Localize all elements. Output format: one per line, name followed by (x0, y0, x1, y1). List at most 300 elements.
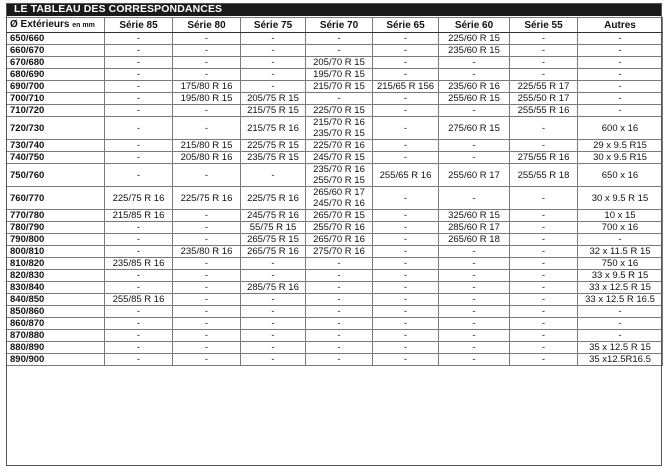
row-diameter-label: 670/680 (7, 57, 105, 69)
table-row (7, 164, 663, 187)
cell-value: - (136, 45, 141, 56)
table-cell (173, 330, 241, 342)
table-cell (173, 164, 241, 187)
cell-value: 265/75 R 15 (247, 234, 299, 245)
table-cell (241, 164, 306, 187)
table-cell (373, 342, 439, 354)
table-cell (373, 81, 439, 93)
table-cell (578, 258, 663, 270)
table-cell (578, 81, 663, 93)
table-row (7, 105, 663, 117)
cell-value: 215/85 R 16 (112, 210, 165, 221)
cell-value: 215/70 R 16 (313, 117, 365, 128)
cell-value: - (136, 33, 141, 44)
cell-value: - (204, 33, 209, 44)
table-row (7, 342, 663, 354)
cell-value: - (337, 354, 341, 365)
table-row (7, 330, 663, 342)
table-cell (510, 330, 578, 342)
cell-value: - (136, 354, 141, 365)
cell-value: - (204, 306, 209, 317)
cell-value: - (541, 342, 546, 353)
table-cell (306, 330, 373, 342)
table-cell (439, 270, 510, 282)
cell-value: - (136, 122, 141, 134)
cell-value: 33 x 12.5 R 16.5 (585, 294, 655, 305)
cell-value: - (541, 57, 546, 68)
table-cell (510, 246, 578, 258)
cell-value: 35 x12.5R16.5 (589, 354, 651, 365)
cell-value: 245/70 R 15 (313, 152, 365, 163)
cell-value: - (136, 152, 141, 163)
cell-value: - (472, 140, 476, 151)
table-cell (578, 140, 663, 152)
table-cell (241, 294, 306, 306)
cell-value: 265/70 R 16 (313, 234, 365, 245)
table-cell (439, 222, 510, 234)
cell-value: - (541, 282, 546, 293)
table-cell (241, 93, 306, 105)
cell-value: 275/60 R 15 (448, 122, 500, 134)
table-cell (510, 354, 578, 366)
cell-value: - (204, 258, 209, 269)
cell-value: - (136, 342, 141, 353)
cell-value: - (541, 234, 546, 245)
cell-value: 255/55 R 18 (517, 169, 570, 181)
cell-value: - (618, 330, 622, 341)
table-cell (578, 210, 663, 222)
table-cell (578, 282, 663, 294)
table-cell (306, 140, 373, 152)
table-cell (173, 33, 241, 45)
cell-value: - (541, 246, 546, 257)
table-cell (439, 140, 510, 152)
cell-value: - (136, 330, 141, 341)
cell-value: - (403, 93, 408, 104)
table-cell (373, 45, 439, 57)
table-cell (439, 33, 510, 45)
table-cell (306, 152, 373, 164)
cell-value: - (136, 306, 141, 317)
table-title: LE TABLEAU DES CORRESPONDANCES (6, 3, 662, 16)
cell-value: 215/75 R 15 (247, 105, 299, 116)
cell-value: - (541, 140, 546, 151)
table-cell (439, 152, 510, 164)
table-row (7, 222, 663, 234)
cell-value: - (271, 318, 275, 329)
cell-value: - (403, 69, 408, 80)
cell-value: 245/75 R 16 (247, 210, 299, 221)
cell-value: - (271, 270, 275, 281)
table-cell (306, 105, 373, 117)
table-cell (105, 33, 173, 45)
table-cell (306, 318, 373, 330)
cell-value: 275/70 R 16 (313, 246, 365, 257)
cell-value: - (136, 140, 141, 151)
table-cell (510, 105, 578, 117)
table-cell (439, 210, 510, 222)
cell-value: 255/65 R 16 (379, 169, 432, 181)
cell-value: 255/50 R 17 (517, 93, 570, 104)
table-cell (439, 258, 510, 270)
cell-value: - (271, 306, 275, 317)
cell-value: 265/70 R 15 (313, 210, 365, 221)
cell-value: - (472, 270, 476, 281)
table-cell (439, 234, 510, 246)
cell-value: 255/60 R 15 (448, 93, 500, 104)
cell-value: 245/70 R 16 (313, 198, 365, 209)
cell-value: - (403, 57, 408, 68)
table-cell (105, 306, 173, 318)
cell-value: 255/55 R 16 (517, 105, 570, 116)
cell-value: 255/60 R 17 (448, 169, 500, 181)
table-cell (510, 318, 578, 330)
table-cell (306, 93, 373, 105)
table-row (7, 81, 663, 93)
table-cell (439, 342, 510, 354)
cell-value: - (204, 318, 209, 329)
cell-value: 215/65 R 156 (376, 81, 435, 92)
table-cell (578, 330, 663, 342)
cell-value: 225/60 R 15 (448, 33, 500, 44)
cell-value: - (472, 69, 476, 80)
table-cell (241, 69, 306, 81)
table-cell (306, 354, 373, 366)
table-cell (241, 330, 306, 342)
table-cell (105, 105, 173, 117)
table-cell (173, 342, 241, 354)
table-cell (439, 45, 510, 57)
table-row (7, 306, 663, 318)
table-cell (439, 294, 510, 306)
row-diameter-label: 790/800 (7, 234, 105, 246)
cell-value: 205/80 R 16 (180, 152, 233, 163)
table-cell (510, 282, 578, 294)
table-cell (306, 258, 373, 270)
table-row (7, 270, 663, 282)
table-cell (241, 57, 306, 69)
table-cell (105, 152, 173, 164)
table-cell (173, 152, 241, 164)
row-diameter-label: 840/850 (7, 294, 105, 306)
cell-value: 235/70 R 16 (313, 164, 365, 175)
table-row (7, 318, 663, 330)
cell-value: - (403, 258, 408, 269)
cell-value: - (472, 330, 476, 341)
cell-value: 33 x 9.5 R 15 (591, 270, 649, 281)
header-autres: Autres (578, 18, 663, 33)
table-row (7, 45, 663, 57)
table-cell (439, 318, 510, 330)
cell-value: 225/70 R 15 (313, 105, 365, 116)
table-cell (510, 81, 578, 93)
table-cell (510, 342, 578, 354)
cell-value: - (403, 192, 408, 204)
table-cell (578, 294, 663, 306)
table-cell (241, 318, 306, 330)
table-cell (241, 45, 306, 57)
table-cell (439, 93, 510, 105)
cell-value: 55/75 R 15 (249, 222, 297, 233)
cell-value: - (541, 318, 546, 329)
table-cell (241, 152, 306, 164)
cell-value: - (472, 192, 476, 204)
table-cell (439, 57, 510, 69)
cell-value: 275/55 R 16 (517, 152, 570, 163)
table-cell (373, 164, 439, 187)
cell-value: - (541, 45, 546, 56)
table-cell (105, 258, 173, 270)
table-cell (510, 270, 578, 282)
table-cell (306, 81, 373, 93)
cell-value: - (541, 270, 546, 281)
table-cell (241, 210, 306, 222)
row-diameter-label: 830/840 (7, 282, 105, 294)
cell-value: 175/80 R 16 (180, 81, 233, 92)
table-cell (306, 45, 373, 57)
cell-value: - (403, 342, 408, 353)
table-cell (373, 152, 439, 164)
cell-value: - (204, 330, 209, 341)
table-cell (439, 354, 510, 366)
row-diameter-label: 760/770 (7, 187, 105, 210)
row-diameter-label: 700/710 (7, 93, 105, 105)
table-cell (105, 93, 173, 105)
cell-value: 285/75 R 16 (247, 282, 299, 293)
table-cell (306, 222, 373, 234)
row-diameter-label: 710/720 (7, 105, 105, 117)
table-cell (306, 306, 373, 318)
header-row (7, 18, 663, 33)
table-cell (578, 222, 663, 234)
table-cell (173, 187, 241, 210)
cell-value: 650 x 16 (601, 169, 639, 181)
table-cell (578, 354, 663, 366)
cell-value: - (337, 306, 341, 317)
cell-value: - (136, 246, 141, 257)
table-cell (306, 33, 373, 45)
table-cell (173, 282, 241, 294)
cell-value: - (541, 294, 546, 305)
cell-value: - (204, 222, 209, 233)
cell-value: 235/85 R 16 (112, 258, 165, 269)
cell-value: 265/75 R 16 (247, 246, 299, 257)
cell-value: - (204, 169, 209, 181)
row-diameter-label: 650/660 (7, 33, 105, 45)
cell-value: - (271, 294, 275, 305)
row-diameter-label: 870/880 (7, 330, 105, 342)
table-cell (105, 354, 173, 366)
cell-value: - (472, 306, 476, 317)
cell-value: - (403, 282, 408, 293)
cell-value: 255/70 R 15 (313, 175, 365, 186)
cell-value: - (403, 234, 408, 245)
cell-value: - (136, 222, 141, 233)
table-cell (306, 187, 373, 210)
cell-value: - (136, 234, 141, 245)
table-cell (510, 294, 578, 306)
cell-value: - (204, 270, 209, 281)
table-cell (510, 152, 578, 164)
cell-value: - (618, 45, 622, 56)
table-cell (373, 57, 439, 69)
header-diameter-label: Ø Extérieurs (10, 19, 70, 30)
cell-value: - (271, 69, 275, 80)
cell-value: - (618, 306, 622, 317)
table-cell (105, 140, 173, 152)
cell-value: - (337, 294, 341, 305)
table-row (7, 140, 663, 152)
table-cell (241, 354, 306, 366)
table-cell (241, 187, 306, 210)
table-cell (241, 258, 306, 270)
cell-value: - (204, 57, 209, 68)
table-cell (241, 282, 306, 294)
cell-value: 225/75 R 16 (112, 192, 165, 204)
cell-value: - (472, 246, 476, 257)
cell-value: 225/75 R 15 (247, 140, 299, 151)
cell-value: 285/60 R 17 (448, 222, 500, 233)
table-cell (578, 246, 663, 258)
cell-value: 195/70 R 15 (313, 69, 365, 80)
cell-value: - (136, 93, 141, 104)
table-cell (510, 69, 578, 81)
cell-value: - (204, 234, 209, 245)
table-cell (373, 354, 439, 366)
cell-value: - (403, 222, 408, 233)
table-cell (105, 330, 173, 342)
cell-value: - (204, 342, 209, 353)
table-cell (173, 306, 241, 318)
table-row (7, 57, 663, 69)
table-cell (173, 140, 241, 152)
table-cell (439, 246, 510, 258)
cell-value: 235/60 R 15 (448, 45, 500, 56)
table-cell (578, 57, 663, 69)
cell-value: - (136, 69, 141, 80)
table-cell (241, 234, 306, 246)
cell-value: - (136, 318, 141, 329)
row-diameter-label: 740/750 (7, 152, 105, 164)
table-row (7, 33, 663, 45)
cell-value: - (472, 282, 476, 293)
table-cell (373, 246, 439, 258)
table-cell (439, 164, 510, 187)
cell-value: - (618, 105, 622, 116)
cell-value: - (403, 140, 408, 151)
table-cell (173, 318, 241, 330)
table-cell (173, 270, 241, 282)
row-diameter-label: 750/760 (7, 164, 105, 187)
cell-value: - (337, 318, 341, 329)
cell-value: 750 x 16 (601, 258, 639, 269)
cell-value: - (541, 210, 546, 221)
cell-value: - (403, 294, 408, 305)
cell-value: - (271, 354, 275, 365)
cell-value: - (204, 122, 209, 134)
cell-value: - (204, 69, 209, 80)
cell-value: - (618, 57, 622, 68)
table-cell (241, 105, 306, 117)
cell-value: 225/70 R 16 (313, 140, 365, 151)
table-cell (373, 210, 439, 222)
table-cell (105, 246, 173, 258)
cell-value: - (204, 45, 209, 56)
table-cell (510, 187, 578, 210)
cell-value: 10 x 15 (604, 210, 636, 221)
cell-value: - (271, 57, 275, 68)
cell-value: - (204, 282, 209, 293)
table-cell (578, 105, 663, 117)
cell-value: - (271, 81, 275, 92)
table-cell (173, 294, 241, 306)
table-cell (373, 318, 439, 330)
cell-value: - (337, 93, 341, 104)
cell-value: - (472, 294, 476, 305)
table-cell (173, 117, 241, 140)
cell-value: - (136, 81, 141, 92)
cell-value: - (541, 122, 546, 134)
cell-value: 255/85 R 16 (112, 294, 165, 305)
cell-value: - (472, 258, 476, 269)
table-cell (105, 164, 173, 187)
cell-value: - (541, 354, 546, 365)
header-serie-70: Série 70 (306, 18, 373, 33)
table-cell (241, 306, 306, 318)
cell-value: - (337, 258, 341, 269)
table-row (7, 117, 663, 140)
table-cell (439, 81, 510, 93)
cell-value: - (337, 330, 341, 341)
table-cell (105, 234, 173, 246)
row-diameter-label: 800/810 (7, 246, 105, 258)
header-unit: en mm (72, 22, 95, 29)
cell-value: - (403, 45, 408, 56)
cell-value: - (204, 105, 209, 116)
table-cell (510, 45, 578, 57)
cell-value: - (541, 69, 546, 80)
cell-value: - (204, 354, 209, 365)
cell-value: - (472, 342, 476, 353)
table-cell (510, 234, 578, 246)
cell-value: 32 x 11.5 R 15 (589, 246, 651, 257)
table-cell (439, 282, 510, 294)
table-cell (578, 318, 663, 330)
table-cell (105, 222, 173, 234)
table-cell (510, 222, 578, 234)
cell-value: - (403, 33, 408, 44)
table-cell (173, 210, 241, 222)
table-cell (105, 270, 173, 282)
table-cell (578, 306, 663, 318)
table-cell (578, 45, 663, 57)
table-cell (306, 294, 373, 306)
table-cell (173, 69, 241, 81)
table-cell (373, 294, 439, 306)
table-cell (306, 246, 373, 258)
table-row (7, 258, 663, 270)
cell-value: - (337, 270, 341, 281)
cell-value: - (271, 330, 275, 341)
table-cell (578, 187, 663, 210)
row-diameter-label: 770/780 (7, 210, 105, 222)
table-row (7, 354, 663, 366)
cell-value: 325/60 R 15 (448, 210, 500, 221)
cell-value: - (204, 294, 209, 305)
table-cell (439, 69, 510, 81)
cell-value: - (618, 234, 622, 245)
table-row (7, 246, 663, 258)
